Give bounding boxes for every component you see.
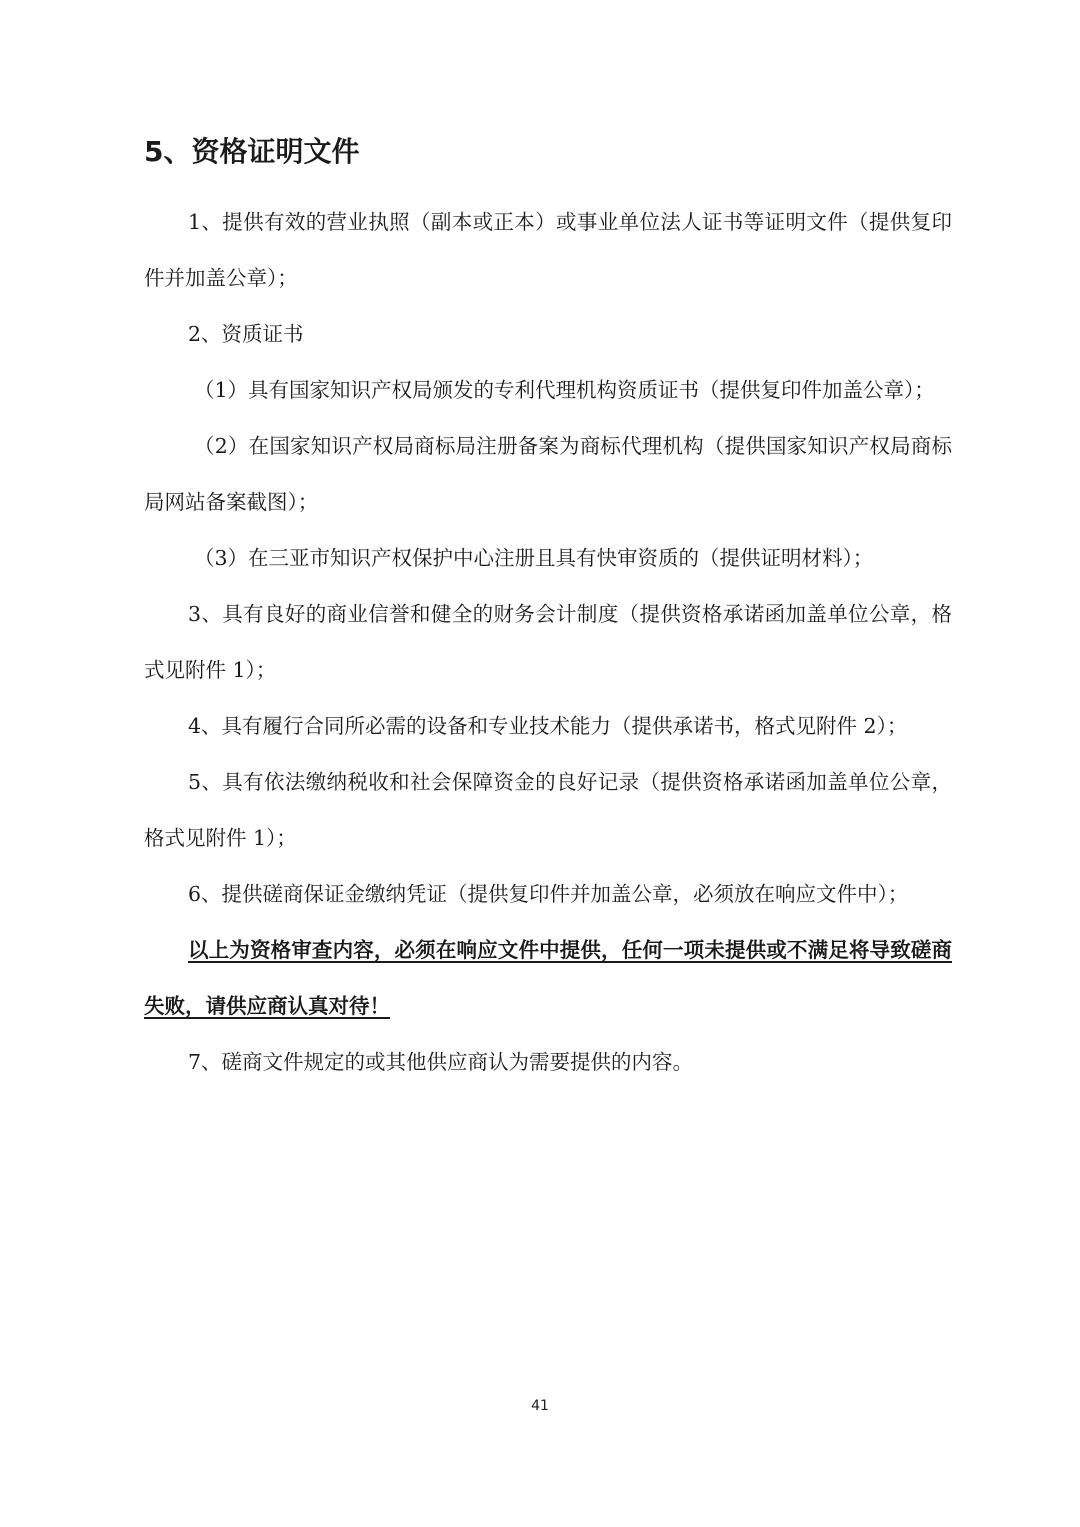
section-heading: 5、资格证明文件 bbox=[144, 135, 360, 168]
item-qualification-certificate: 2、资质证书 bbox=[188, 322, 304, 346]
item-ip-protection-center: （3）在三亚市知识产权保护中心注册且具有快审资质的（提供证明材料）； bbox=[194, 546, 874, 570]
item-patent-agency-certificate: （1）具有国家知识产权局颁发的专利代理机构资质证书（提供复印件加盖公章）； bbox=[194, 378, 935, 402]
item-other-content: 7、磋商文件规定的或其他供应商认为需要提供的内容。 bbox=[188, 1050, 694, 1074]
item-trademark-agency-registration: （2）在国家知识产权局商标局注册备案为商标代理机构（提供国家知识产权局商标局网站备案截图）； bbox=[144, 434, 952, 514]
item-deposit-voucher: 6、提供磋商保证金缴纳凭证（提供复印件并加盖公章，必须放在响应文件中）； bbox=[188, 882, 909, 906]
item-equipment-capability: 4、具有履行合同所必需的设备和专业技术能力（提供承诺书，格式见附件 2）； bbox=[188, 714, 908, 738]
item-tax-social-security: 5、具有依法缴纳税收和社会保障资金的良好记录（提供资格承诺函加盖单位公章，格式见附件 1）； bbox=[144, 770, 952, 850]
page-number: 41 bbox=[531, 1398, 549, 1414]
qualification-notice: 以上为资格审查内容，必须在响应文件中提供，任何一项未提供或不满足将导致磋商失败，请供应商认真对待！ bbox=[144, 938, 952, 1018]
item-business-license: 1、提供有效的营业执照（副本或正本）或事业单位法人证书等证明文件（提供复印件并加盖公章）； bbox=[144, 210, 952, 290]
item-business-reputation: 3、具有良好的商业信誉和健全的财务会计制度（提供资格承诺函加盖单位公章，格式见附件 1）； bbox=[144, 602, 952, 682]
